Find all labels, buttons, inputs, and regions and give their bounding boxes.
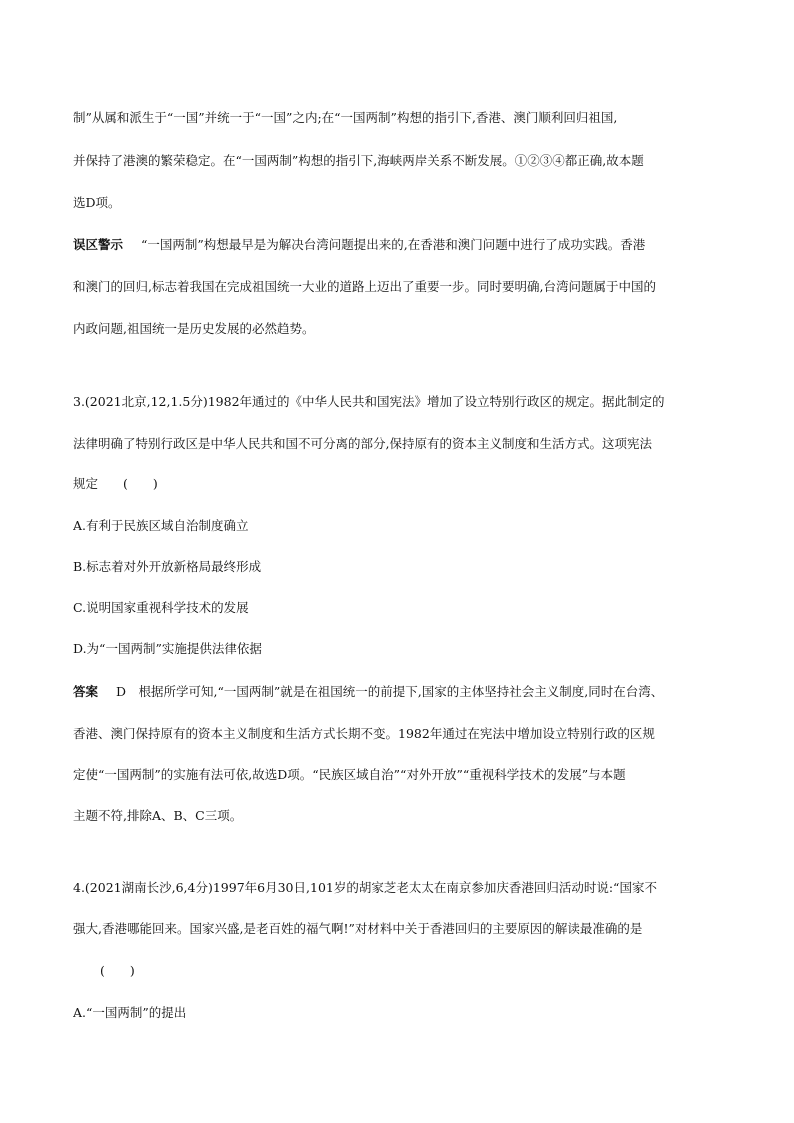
answer-line: 定使“一国两制”的实施有法可依,故选D项。“民族区域自治”“对外开放”“重视科学技术的发展”与本题 [73, 767, 626, 782]
warning-line [73, 237, 733, 253]
question-stem-line: 4.(2021湖南长沙,6,4分)1997年6月30日,101岁的胡家芝老太太在南京参加庆香港回归活动时说:“国家不 [73, 880, 657, 895]
explanation-line: 选D项。 [73, 195, 121, 210]
answer-line [73, 684, 733, 700]
explanation-line: 制”从属和派生于“一国”并统一于“一国”之内;在“一国两制”构想的指引下,香港、澳门顺利回归祖国, [73, 110, 618, 125]
question-stem-line: 规定 ( ) [73, 476, 158, 491]
explanation-line: 并保持了港澳的繁荣稳定。在“一国两制”构想的指引下,海峡两岸关系不断发展。①②③④都正确,故本题 [73, 153, 644, 168]
answer-text: D 根据所学可知,“一国两制”就是在祖国统一的前提下,国家的主体坚持社会主义制度,同时在台湾、 [116, 684, 664, 699]
warning-line: 和澳门的回归,标志着我国在完成祖国统一大业的道路上迈出了重要一步。同时要明确,台湾问题属于中国的 [73, 279, 656, 294]
warning-line: 内政问题,祖国统一是历史发展的必然趋势。 [73, 321, 315, 336]
warning-text: “一国两制”构想最早是为解决台湾问题提出来的,在香港和澳门问题中进行了成功实践。香港 [141, 237, 646, 252]
option-a: A.“一国两制”的提出 [73, 1005, 187, 1020]
answer-line: 主题不符,排除A、B、C三项。 [73, 808, 243, 823]
option-d: D.为“一国两制”实施提供法律依据 [73, 641, 262, 656]
option-a: A.有利于民族区域自治制度确立 [73, 518, 249, 533]
option-c: C.说明国家重视科学技术的发展 [73, 600, 249, 615]
question-stem-line: 强大,香港哪能回来。国家兴盛,是老百姓的福气啊!”对材料中关于香港回归的主要原因的解读最准确的是 [73, 921, 643, 936]
answer-line: 香港、澳门保持原有的资本主义制度和生活方式长期不变。1982年通过在宪法中增加设立特别行政的区规 [73, 726, 655, 741]
answer-label: 答案 [73, 684, 99, 699]
option-b: B.标志着对外开放新格局最终形成 [73, 559, 262, 574]
question-stem-line: 法律明确了特别行政区是中华人民共和国不可分离的部分,保持原有的资本主义制度和生活方式。这项宪法 [73, 436, 652, 451]
question-stem-line: 3.(2021北京,12,1.5分)1982年通过的《中华人民共和国宪法》增加了设立特别行政区的规定。据此制定的 [73, 394, 665, 409]
warning-label: 误区警示 [73, 237, 124, 252]
question-stem-line: ( ) [100, 963, 135, 978]
